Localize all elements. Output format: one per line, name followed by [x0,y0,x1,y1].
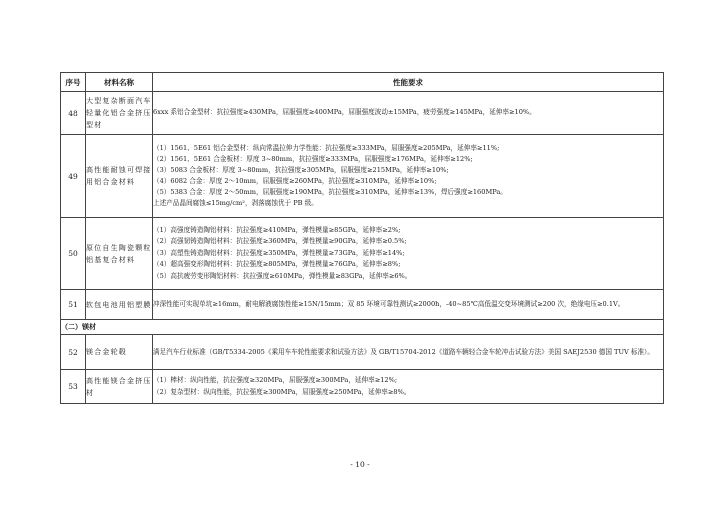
row-number: 53 [61,370,86,404]
table-row [61,290,664,320]
page-number: - 10 - [350,460,370,469]
section-row [61,320,664,335]
requirement-line: （3）5083 合金板材：厚度 3~80mm，抗拉强度≥305MPa，屈服强度≥215MPa，延伸率≥10%; [153,166,449,174]
requirement-line: （5）5383 合金：厚度 2～50mm，屈服强度≥190MPa，抗拉强度≥310MPa，延伸率≥13%，焊后强度≥160MPa。 [153,188,507,196]
material-name: 软包电池用铝塑膜 [86,290,153,320]
requirement-cell [153,92,664,135]
section-title: （二）镁材 [61,320,664,335]
requirement-line: （1）1561、5E61 铝合金型材：纵向常温拉伸力学性能：抗拉强度≥333MPa，屈服强度≥205MPa，延伸率≥11%; [153,144,500,152]
material-name: 大型复杂断面汽车轻量化铝合金挤压型材 [86,92,153,135]
material-name: 高性能耐蚀可焊接用铝合金材料 [86,135,153,218]
requirement-cell [153,290,664,320]
requirement-line: 上述产品晶间腐蚀≤15mg/cm²，剥落腐蚀优于 PB 级。 [153,199,318,207]
requirement-line: （3）高塑性铸造陶铝材料：抗拉强度≥350MPa，弹性模量≥73GPa，延伸率≥14%; [153,248,405,257]
row-number: 51 [61,290,86,320]
table-header-row [61,73,664,92]
requirement-line: （4）6082 合金：厚度 2～10mm，屈服强度≥260MPa，抗拉强度≥310MPa，延伸率≥10%; [153,177,437,185]
table-row [61,218,664,290]
row-number: 49 [61,135,86,218]
requirement-line: （5）高抗疲劳变形陶铝材料：抗拉强度≥610MPa，弹性模量≥83GPa，延伸率≥6%。 [153,271,412,280]
requirement-line: （2）复杂型材：纵向性能，抗拉强度≥300MPa，屈服强度≥250MPa，延伸率≥8%。 [153,387,411,396]
row-number: 50 [61,218,86,290]
header-name: 材料名称 [86,73,153,92]
requirement-line: （2）1561、5E61 合金板材：厚度 3~80mm，抗拉强度≥333MPa，屈服强度≥176MPa，延伸率≥12%; [153,155,473,163]
row-number: 48 [61,92,86,135]
requirement-line: （2）高强韧铸造陶铝材料：抗拉强度≥360MPa，弹性模量≥90GPa，延伸率≥0.5%; [153,237,407,246]
requirement-line: （1）高强度铸造陶铝材料：抗拉强度≥410MPa，弹性模量≥85GPa，延伸率≥2%; [153,225,401,234]
table-row [61,92,664,135]
requirement-cell [153,335,664,370]
table-row [61,135,664,218]
material-name: 镁合金轮毂 [86,335,153,370]
requirement-line: 满足汽车行业标准（GB/T5334-2005《乘用车车轮性能要求和试验方法》及 GB/T15704-2012《道路车辆轻合金车轮冲击试验方法》美国 SAEJ2530 德国 TUV 标准）。 [153,347,654,356]
requirement-line: 冲深性能可实现单坑≥16mm，耐电解液腐蚀性能≥15N/15mm；双 85 环境可靠性测试≥2000h，-40~85℃高低温交变环境测试≥200 次，绝缘电压≥0.1V。 [153,299,625,308]
table-row [61,335,664,370]
header-no: 序号 [61,73,86,92]
requirement-line: （1）棒材：纵向性能，抗拉强度≥320MPa，屈服强度≥300MPa，延伸率≥12%; [153,375,398,384]
requirement-cell [153,135,664,218]
material-requirements-table [60,72,664,404]
header-requirements: 性能要求 [153,73,664,92]
table-row [61,370,664,404]
row-number: 52 [61,335,86,370]
requirement-cell [153,218,664,290]
requirement-line: 6xxx 系铝合金型材：抗拉强度≥430MPa，屈服强度≥400MPa，屈服强度波动±15MPa，疲劳强度≥145MPa，延伸率≥10%。 [153,108,536,117]
requirement-cell [153,370,664,404]
requirement-line: （4）超高强变形陶铝材料：抗拉强度≥805MPa，弹性模量≥76GPa，延伸率≥8%; [153,260,401,269]
material-name: 高性能镁合金挤压材 [86,370,153,404]
material-name: 原位自生陶瓷颗粒铝基复合材料 [86,218,153,290]
